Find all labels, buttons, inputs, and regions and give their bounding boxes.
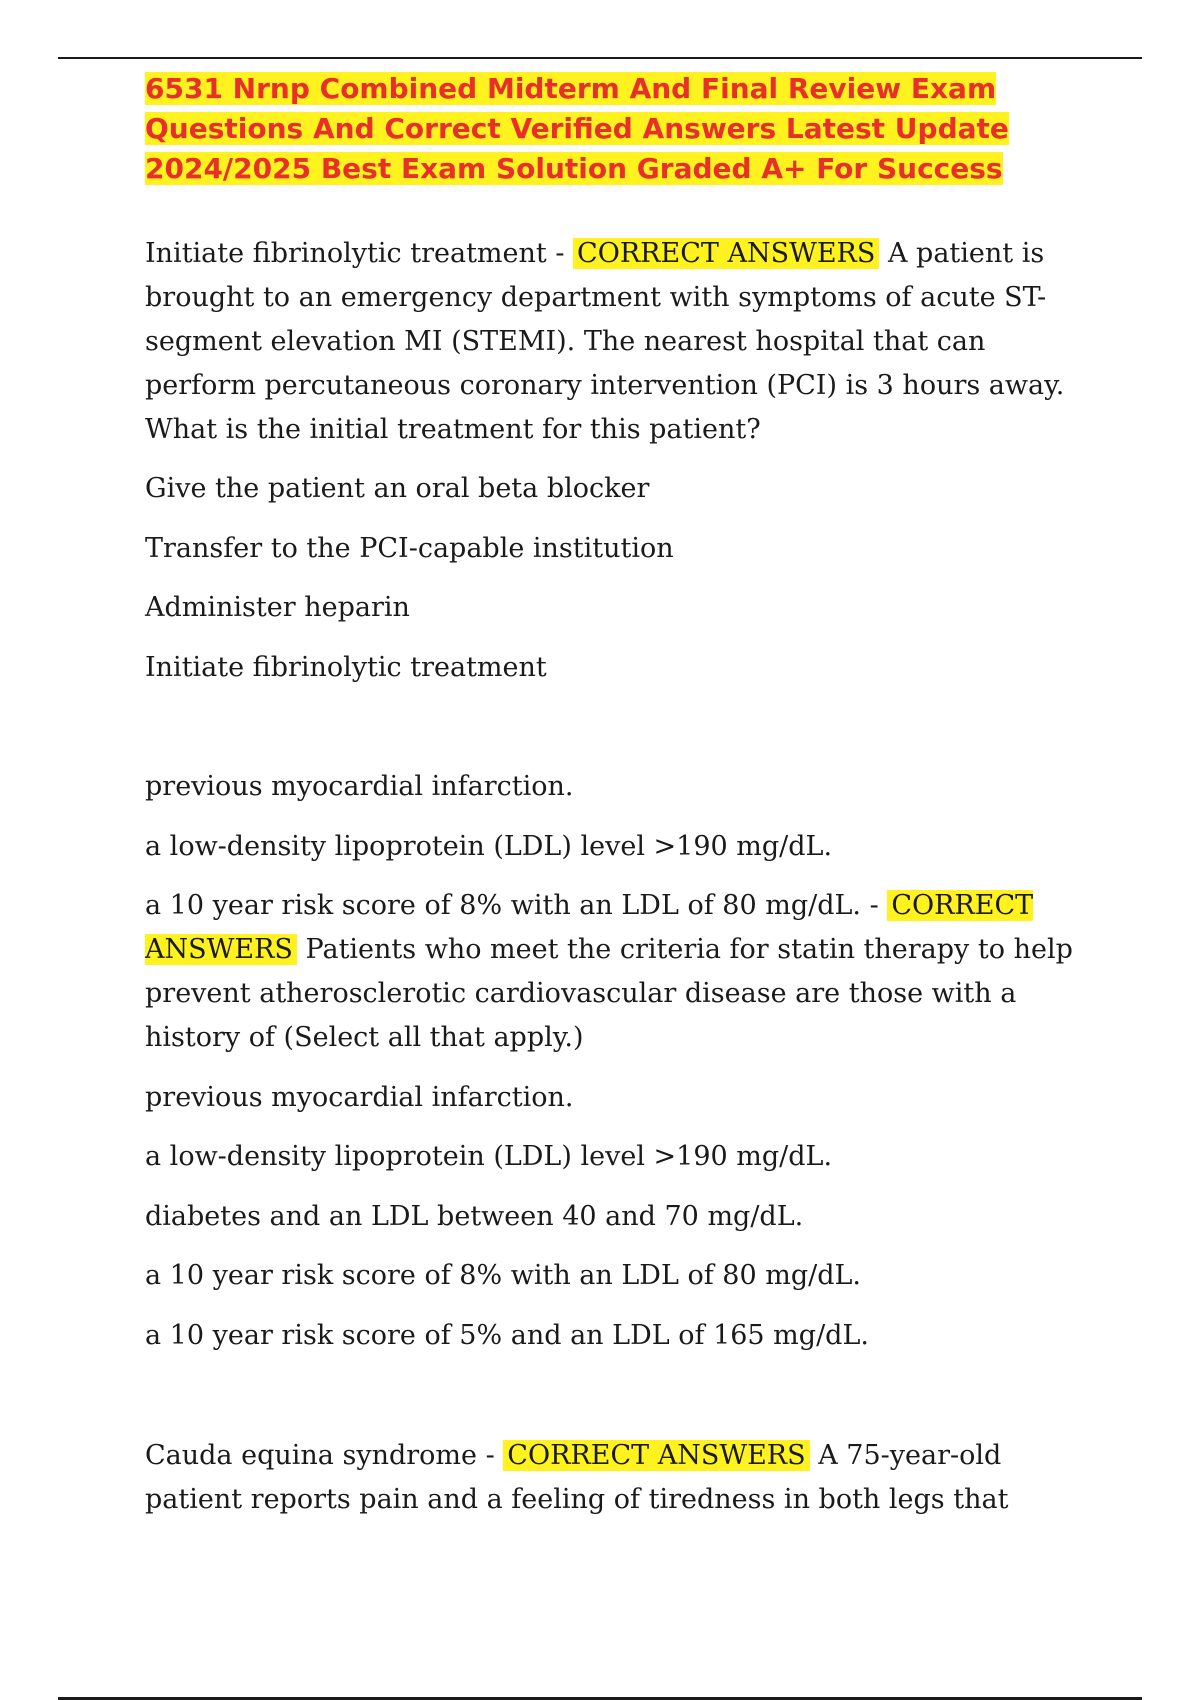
- option-item: previous myocardial infarction.: [145, 1082, 574, 1113]
- option-item: a low-density lipoprotein (LDL) level >190 mg/dL.: [145, 1141, 833, 1172]
- qa-item-2: [145, 884, 1085, 1060]
- option-item: Give the patient an oral beta blocker: [145, 473, 650, 504]
- answer-line: a low-density lipoprotein (LDL) level >190 mg/dL.: [145, 831, 833, 862]
- answer-text: Initiate fibrinolytic treatment -: [145, 238, 565, 269]
- answer-text: a 10 year risk score of 8% with an LDL of 80 mg/dL. -: [145, 890, 879, 921]
- option-item: Initiate fibrinolytic treatment: [145, 652, 547, 683]
- option-item: Administer heparin: [145, 592, 410, 623]
- option-item: diabetes and an LDL between 40 and 70 mg/dL.: [145, 1201, 804, 1232]
- correct-answers-badge: CORRECT ANSWERS: [573, 238, 879, 269]
- correct-answers-badge: CORRECT ANSWERS: [145, 890, 1034, 965]
- answer-line: previous myocardial infarction.: [145, 771, 574, 802]
- option-item: a 10 year risk score of 8% with an LDL of 80 mg/dL.: [145, 1260, 862, 1291]
- option-item: Transfer to the PCI-capable institution: [145, 533, 674, 564]
- question-text: A 75-year-old patient reports pain and a feeling of tiredness in both legs that: [145, 1440, 1009, 1515]
- document-title: 6531 Nrnp Combined Midterm And Final Review Exam Questions And Correct Verified Answers Latest Update 2024/2025 Best Exam Solution Graded A+ For Success: [145, 72, 1009, 185]
- qa-item-3: [145, 1434, 1085, 1522]
- qa-item-1: [145, 232, 1085, 452]
- correct-answers-badge: CORRECT ANSWERS: [503, 1440, 809, 1471]
- top-rule: [58, 57, 1142, 59]
- answer-text: Cauda equina syndrome -: [145, 1440, 495, 1471]
- question-text: Patients who meet the criteria for statin therapy to help prevent atherosclerotic cardiovascular disease are those with a history of (Select all that apply.): [145, 934, 1073, 1053]
- question-text: A patient is brought to an emergency department with symptoms of acute ST-segment elevation MI (STEMI). The nearest hospital that can perform percutaneous coronary intervention (PCI) is 3 hours away. What is the initial treatment for this patient?: [145, 238, 1065, 445]
- option-item: a 10 year risk score of 5% and an LDL of 165 mg/dL.: [145, 1320, 869, 1351]
